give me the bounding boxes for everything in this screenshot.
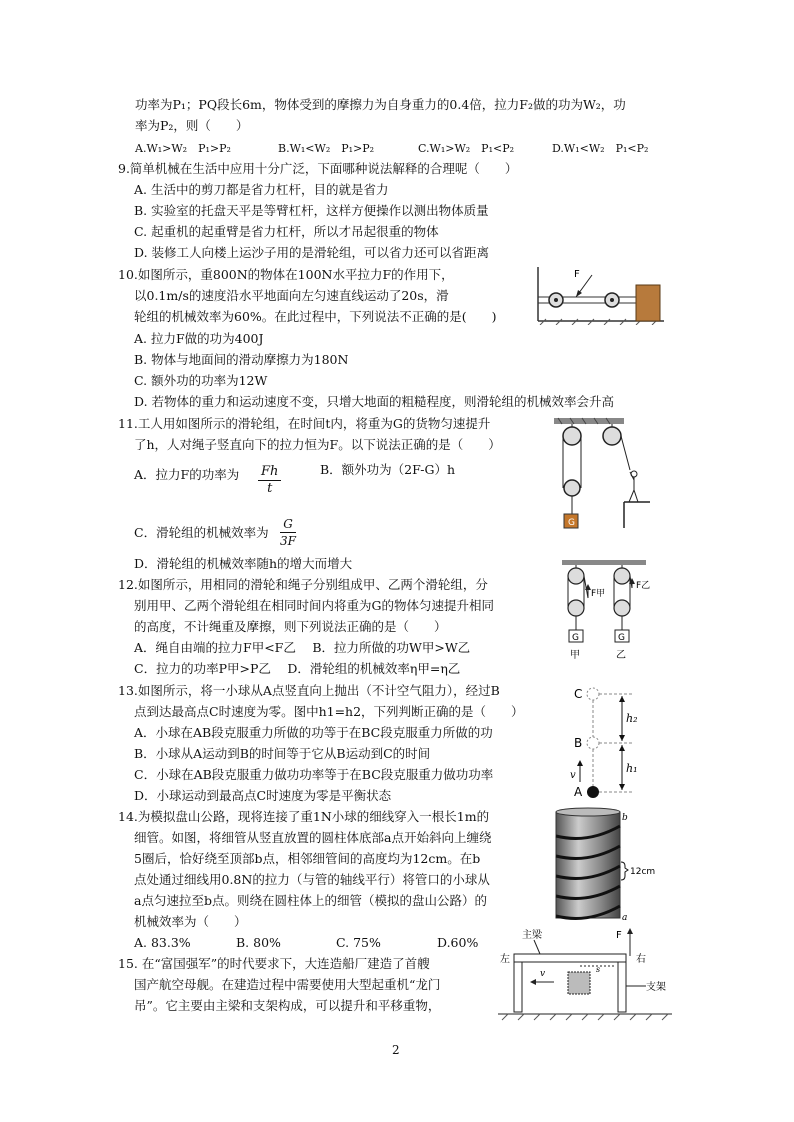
q10-option-d: D. 若物体的重力和运动速度不变，只增大地面的粗糙程度，则滑轮组的机械效率会升高 xyxy=(134,394,615,409)
q15-line3: 吊”。它主要由主梁和支架构成，可以提升和平移重物， xyxy=(134,998,441,1013)
q13-fig-a: A xyxy=(574,785,583,799)
q11-option-c-fraction xyxy=(276,516,296,549)
q11-option-b: B．额外功为（2F-G）h xyxy=(320,462,456,477)
q10-option-b: B. 物体与地面间的滑动摩擦力为180N xyxy=(134,352,349,367)
q10-line2: 以0.1m/s的速度沿水平地面向左匀速直线运动了20s，滑 xyxy=(134,288,449,303)
q11-line1: 11.工人用如图所示的滑轮组，在时间t内，将重为G的货物匀速提升 xyxy=(118,416,491,431)
q11-option-a xyxy=(134,466,239,484)
q12-line3: 的高度，不计绳重及摩擦，则下列说法正确的是（ ） xyxy=(134,619,447,634)
q15-fig-you: 右 xyxy=(636,954,646,965)
q9-stem: 9.简单机械在生活中应用十分广泛，下面哪种说法解释的合理呢（ ） xyxy=(118,161,518,176)
q14-option-b: B. 80% xyxy=(236,935,281,950)
q13-line1: 13.如图所示，将一小球从A点竖直向上抛出（不计空气阻力），经过B xyxy=(118,683,500,698)
q11-fraction-a-num: Fh xyxy=(258,464,281,481)
q10-line1: 10.如图所示，重800N的物体在100N水平拉力F的作用下， xyxy=(118,267,454,282)
q14-line1: 14.为模拟盘山公路，现将连接了重1N小球的细线穿入一根长1m的 xyxy=(118,809,490,824)
q12-fig-g-jia: G xyxy=(572,633,579,643)
q11-option-a-text: A．拉力F的功率为 xyxy=(134,467,240,482)
q13-option-a: A．小球在AB段克服重力所做的功等于在BC段克服重力所做的功 xyxy=(134,725,493,740)
q14-line3: 5圈后，恰好绕至顶部b点，相邻细管间的高度均为12cm。在b xyxy=(134,851,481,866)
q14-option-d: D.60% xyxy=(437,935,479,950)
q8-line1: 功率为P₁；PQ段长6m，物体受到的摩擦力为自身重力的0.4倍，拉力F₂做的功为W₂，功 xyxy=(135,97,626,112)
q14-line4: 点处通过细线用0.8N的拉力（与管的轴线平行）将管口的小球从 xyxy=(134,872,490,887)
q11-fraction-a-den: t xyxy=(267,481,273,496)
q8-option-b: B.W₁<W₂ P₁>P₂ xyxy=(278,142,375,155)
q13-ball-figure xyxy=(566,684,666,802)
q15-fig-v: v xyxy=(540,969,546,979)
q12-line2: 别用甲、乙两个滑轮组在相同时间内将重为G的物体匀速提升相同 xyxy=(134,598,494,613)
q9-option-c: C. 起重机的起重臂是省力杠杆，所以才吊起很重的物体 xyxy=(134,224,439,239)
q15-fig-f: F xyxy=(616,930,622,941)
q10-option-a: A. 拉力F做的功为400J xyxy=(134,331,264,346)
q13-option-d: D．小球运动到最高点C时速度为零是平衡状态 xyxy=(134,788,392,803)
q11-line2: 了h，人对绳子竖直向下的拉力恒为F。以下说法正确的是（ ） xyxy=(134,437,501,452)
q14-line6: 机械效率为（ ） xyxy=(134,914,247,929)
q12-options-ab: A．绳自由端的拉力F甲<F乙 B．拉力所做的功W甲>W乙 xyxy=(134,640,471,655)
q14-line2: 细管。如图，将细管从竖直放置的圆柱体底部a点开始斜向上缠绕 xyxy=(134,830,492,845)
q11-option-c xyxy=(134,524,269,542)
q10-fig-label-f: F xyxy=(574,269,580,280)
q13-option-c: C．小球在AB段克服重力做功功率等于在BC段克服重力做功功率 xyxy=(134,767,494,782)
q8-option-a: A.W₁>W₂ P₁>P₂ xyxy=(135,142,231,155)
q10-line3: 轮组的机械效率为60%。在此过程中，下列说法不正确的是( ) xyxy=(134,309,497,324)
q13-fig-h2: h₂ xyxy=(626,712,638,725)
q11-option-c-text: C．滑轮组的机械效率为 xyxy=(134,525,269,540)
q11-option-a-fraction xyxy=(254,464,281,497)
q14-fig-12cm: 12cm xyxy=(630,867,656,877)
q11-fraction-c-den: 3F xyxy=(280,534,296,548)
q12-fig-g-yi: G xyxy=(618,633,625,643)
q15-line2: 国产航空母舰。在建造过程中需要使用大型起重机“龙门 xyxy=(134,977,441,992)
q14-option-a: A. 83.3% xyxy=(134,935,191,950)
q12-fig-f-yi: F乙 xyxy=(636,581,651,591)
q14-option-c: C. 75% xyxy=(336,935,381,950)
q10-pulley-figure xyxy=(536,263,666,325)
q12-options-cd: C．拉力的功率P甲>P乙 D．滑轮组的机械效率η甲=η乙 xyxy=(134,661,461,676)
q12-fig-label-jia: 甲 xyxy=(570,650,580,661)
q11-fraction-c-num: G xyxy=(280,516,296,533)
q13-fig-h1: h₁ xyxy=(626,762,638,775)
q9-option-a: A. 生活中的剪刀都是省力杠杆，目的就是省力 xyxy=(134,182,389,197)
q15-fig-zhijia: 支架 xyxy=(646,982,666,993)
q15-line1: 15. 在“富国强军”的时代要求下，大连造船厂建造了首艘 xyxy=(118,956,430,971)
q12-pulley-figure xyxy=(558,558,668,670)
q15-fig-zhuliang: 主梁 xyxy=(522,930,542,941)
q13-line2: 点到达最高点C时速度为零。图中h1=h2，下列判断正确的是（ ） xyxy=(134,704,524,719)
q12-line1: 12.如图所示，用相同的滑轮和绳子分别组成甲、乙两个滑轮组，分 xyxy=(118,577,488,592)
q13-fig-v: v xyxy=(570,770,576,781)
q8-line2: 率为P₂，则（ ） xyxy=(135,118,249,133)
q13-fig-c: C xyxy=(574,687,583,701)
q8-option-d: D.W₁<W₂ P₁<P₂ xyxy=(552,142,649,155)
q12-fig-f-jia: F甲 xyxy=(591,589,606,599)
q14-cylinder-figure xyxy=(550,806,670,924)
q13-option-b: B．小球从A运动到B的时间等于它从B运动到C的时间 xyxy=(134,746,431,761)
q15-gantry-crane-figure xyxy=(496,926,676,1026)
q11-pulley-figure xyxy=(550,416,650,532)
q15-fig-s: s xyxy=(596,965,601,974)
q13-fig-b: B xyxy=(574,736,583,750)
page-number: 2 xyxy=(392,1043,400,1057)
q14-fig-a: a xyxy=(622,913,628,923)
q15-fig-zuo: 左 xyxy=(500,954,510,965)
q11-fig-label-g: G xyxy=(568,518,575,528)
q14-line5: a点匀速拉至b点。则绕在圆柱体上的细管（模拟的盘山公路）的 xyxy=(134,893,487,908)
q11-option-d: D．滑轮组的机械效率随h的增大而增大 xyxy=(134,556,353,571)
q9-option-b: B. 实验室的托盘天平是等臂杠杆，这样方便操作以测出物体质量 xyxy=(134,203,489,218)
q8-option-c: C.W₁>W₂ P₁<P₂ xyxy=(418,142,515,155)
q10-option-c: C. 额外功的功率为12W xyxy=(134,373,268,388)
q9-option-d: D. 装修工人向楼上运沙子用的是滑轮组，可以省力还可以省距离 xyxy=(134,245,490,260)
q14-fig-b: b xyxy=(622,813,628,823)
q12-fig-label-yi: 乙 xyxy=(616,650,626,661)
